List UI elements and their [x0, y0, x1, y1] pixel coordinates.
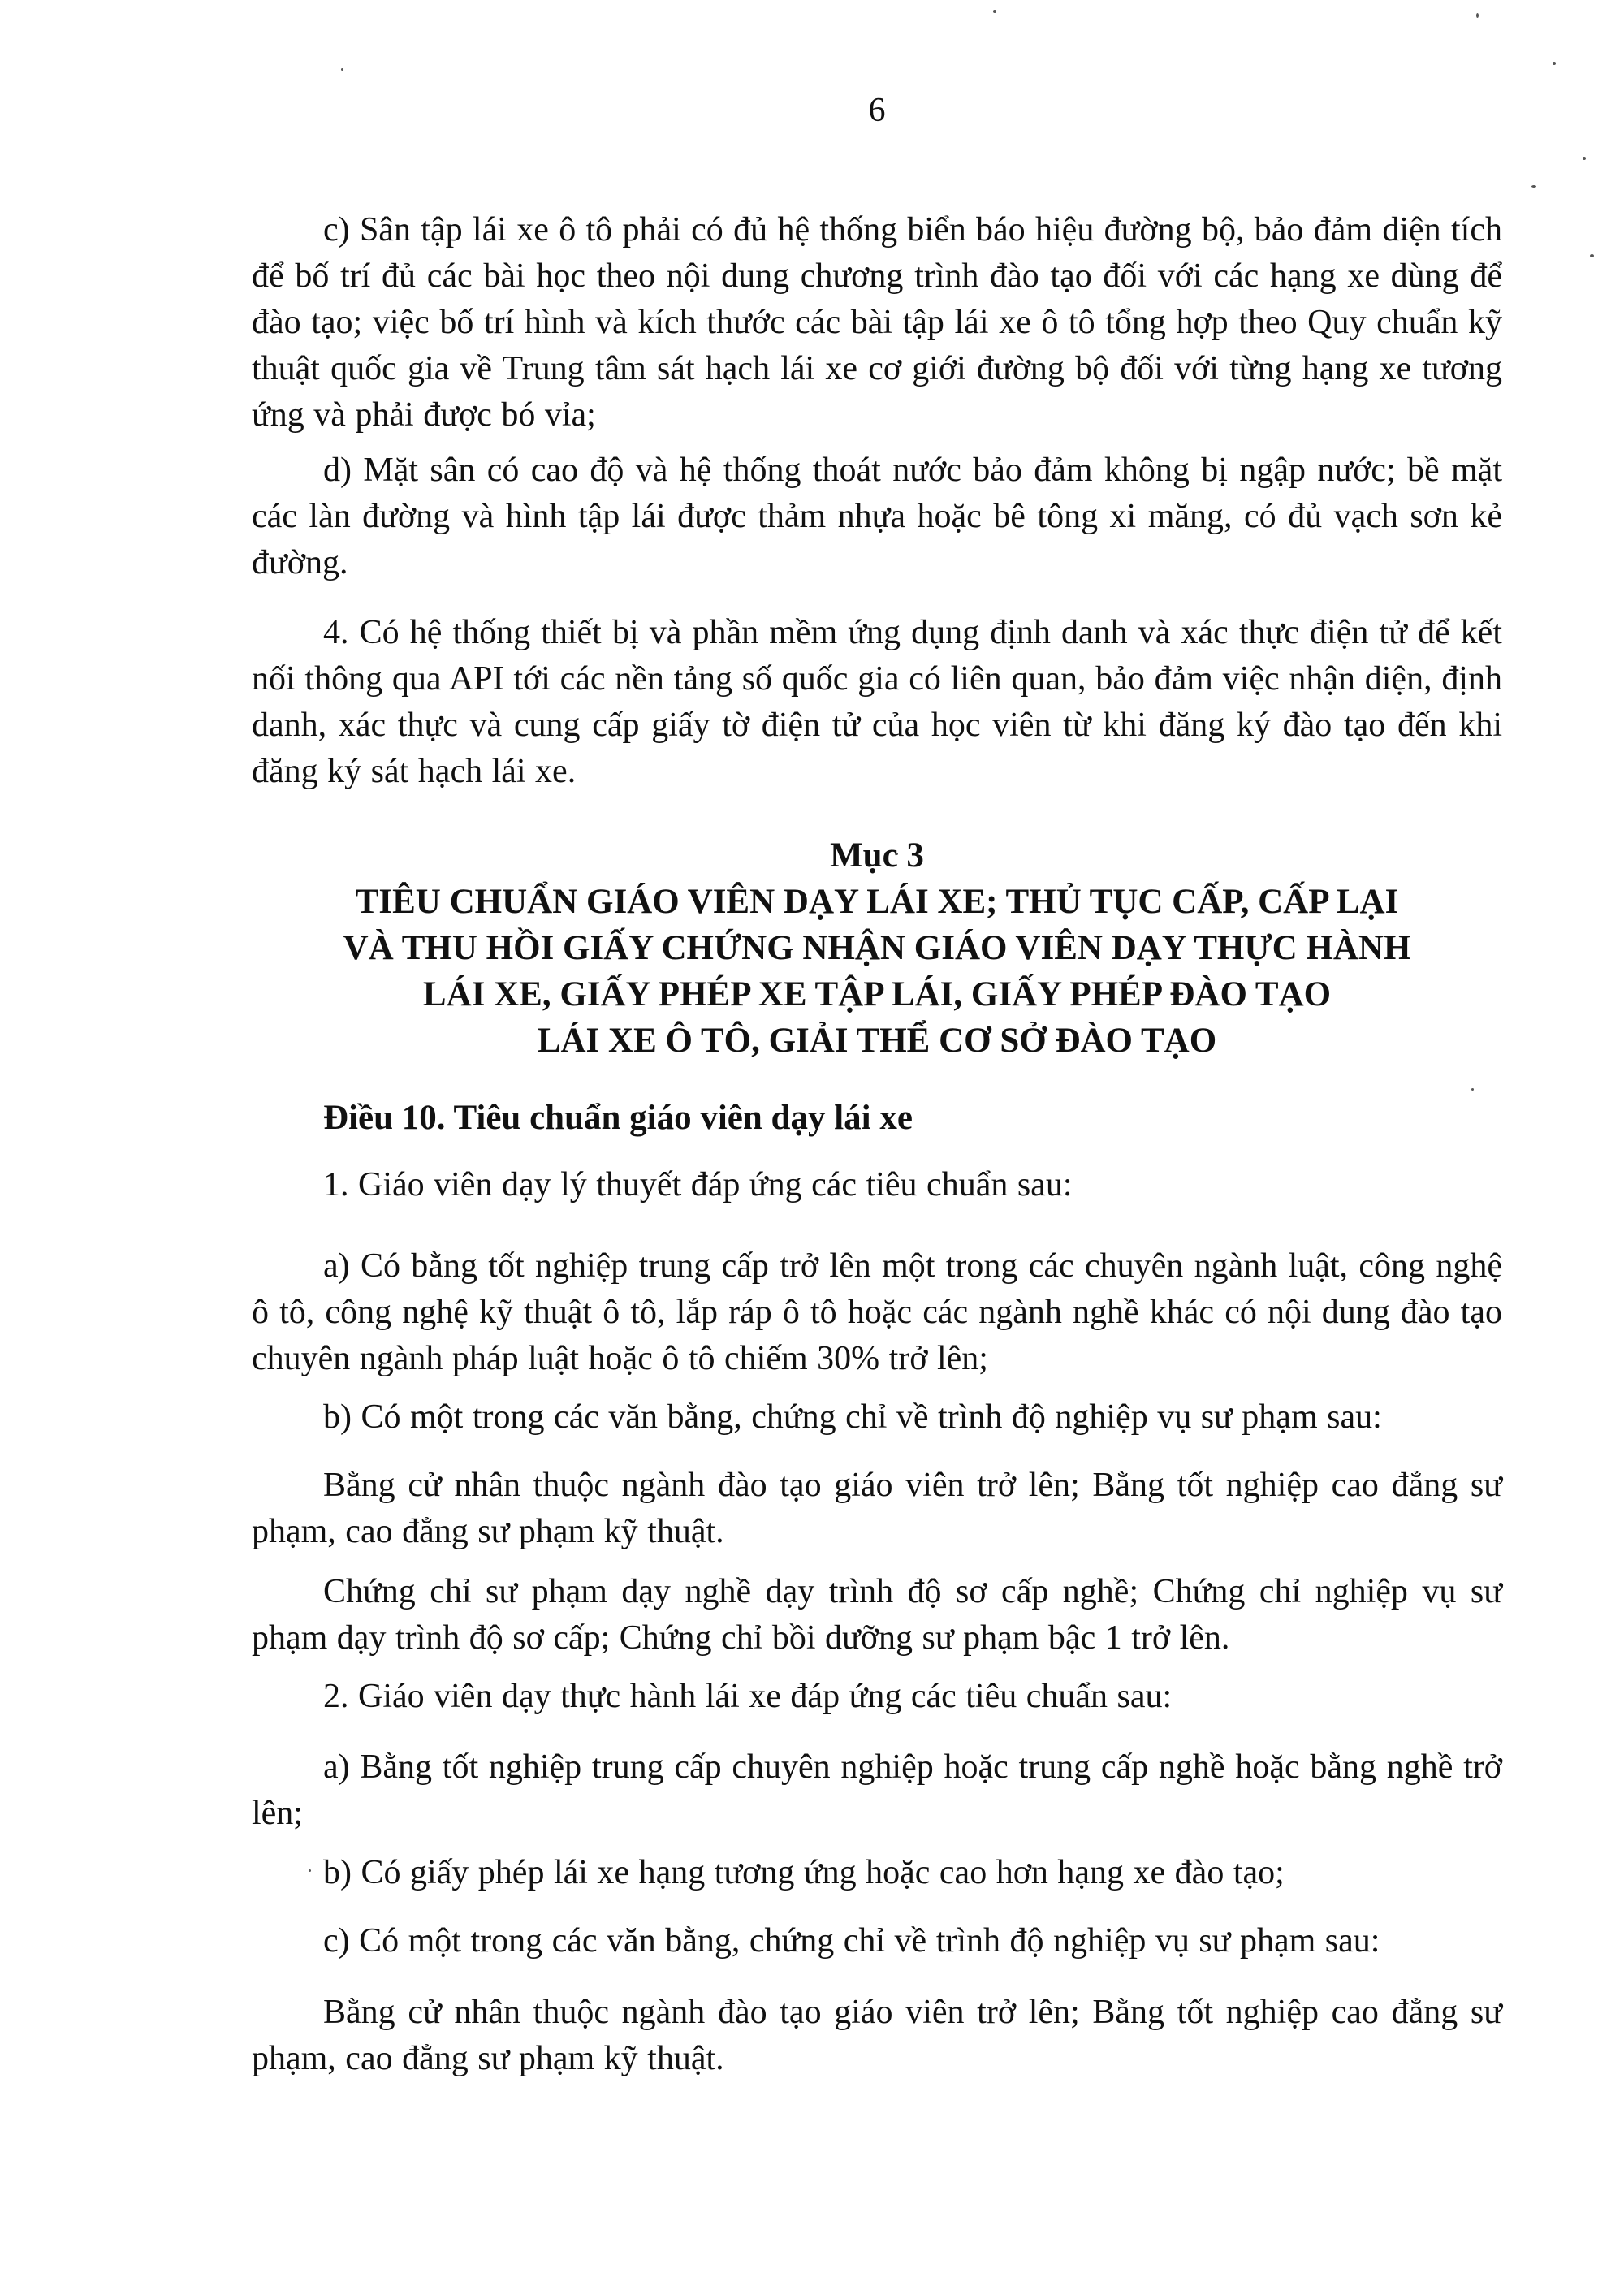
- article-paragraph: [252, 1744, 1502, 1837]
- scan-speck: [1590, 254, 1594, 257]
- scan-speck: [1476, 13, 1479, 18]
- paragraph-4: [252, 610, 1502, 795]
- scan-speck: [1553, 62, 1556, 65]
- scan-speck: [341, 68, 343, 71]
- paragraph-text: a) Có bằng tốt nghiệp trung cấp trở lên một trong các chuyên ngành luật, công nghệ ô tô, công nghệ kỹ thuật ô tô, lắp ráp ô tô hoặc các ngành nghề khác có nội dung đào tạo chuyên ngành pháp luật hoặc ô tô chiếm 30% trở lên;: [252, 1247, 1502, 1377]
- paragraph-text: c) Có một trong các văn bằng, chứng chỉ về trình độ nghiệp vụ sư phạm sau:: [323, 1922, 1380, 1960]
- scan-speck: [993, 10, 996, 13]
- article-paragraph: [252, 1918, 1502, 1964]
- section-heading: [252, 832, 1502, 1064]
- paragraph-text: d) Mặt sân có cao độ và hệ thống thoát nước bảo đảm không bị ngập nước; bề mặt các làn đường và hình tập lái được thảm nhựa hoặc bê tông xi măng, có đủ vạch sơn kẻ đường.: [252, 452, 1502, 581]
- article-paragraph: [252, 1990, 1502, 2082]
- paragraph-text: b) Có giấy phép lái xe hạng tương ứng hoặc cao hơn hạng xe đào tạo;: [323, 1854, 1285, 1891]
- scan-speck: [1531, 185, 1536, 188]
- article-paragraph: [252, 1569, 1502, 1662]
- scan-speck: [1583, 157, 1586, 160]
- article-paragraph: [252, 1463, 1502, 1555]
- paragraph-text: c) Sân tập lái xe ô tô phải có đủ hệ thống biển báo hiệu đường bộ, bảo đảm diện tích để bố trí đủ các bài học theo nội dung chương trình đào tạo đối với các hạng xe dùng để đào tạo; việc bố trí hình và kích thước các bài tập lái xe ô tô tổng hợp theo Quy chuẩn kỹ thuật quốc gia về Trung tâm sát hạch lái xe cơ giới đường bộ đối với từng hạng xe tương ứng và phải được bó vỉa;: [252, 211, 1502, 434]
- section-label: Mục 3: [830, 836, 924, 875]
- paragraph-text: Bằng cử nhân thuộc ngành đào tạo giáo viên trở lên; Bằng tốt nghiệp cao đẳng sư phạm, cao đẳng sư phạm kỹ thuật.: [252, 1994, 1502, 2077]
- paragraph-text: 1. Giáo viên dạy lý thuyết đáp ứng các tiêu chuẩn sau:: [323, 1166, 1073, 1203]
- section-title-line: TIÊU CHUẨN GIÁO VIÊN DẠY LÁI XE; THỦ TỤC CẤP, CẤP LẠI: [355, 883, 1399, 921]
- article-paragraph: [252, 1674, 1502, 1720]
- section-title-line: LÁI XE, GIẤY PHÉP XE TẬP LÁI, GIẤY PHÉP ĐÀO TẠO: [422, 975, 1332, 1013]
- paragraph-3c: [252, 207, 1502, 439]
- article-paragraph: [252, 1394, 1502, 1441]
- article-title: Điều 10. Tiêu chuẩn giáo viên dạy lái xe: [323, 1099, 913, 1137]
- paragraph-text: Bằng cử nhân thuộc ngành đào tạo giáo viên trở lên; Bằng tốt nghiệp cao đẳng sư phạm, cao đẳng sư phạm kỹ thuật.: [252, 1467, 1502, 1550]
- scan-speck: [1471, 1088, 1474, 1091]
- paragraph-text: Chứng chỉ sư phạm dạy nghề dạy trình độ sơ cấp nghề; Chứng chỉ nghiệp vụ sư phạm dạy trình độ sơ cấp; Chứng chỉ bồi dưỡng sư phạm bậc 1 trở lên.: [252, 1573, 1502, 1657]
- paragraph-text: b) Có một trong các văn bằng, chứng chỉ về trình độ nghiệp vụ sư phạm sau:: [323, 1398, 1382, 1436]
- article-paragraph: [252, 1850, 1502, 1896]
- paragraph-text: 2. Giáo viên dạy thực hành lái xe đáp ứng các tiêu chuẩn sau:: [323, 1678, 1173, 1715]
- article-paragraph: [252, 1243, 1502, 1382]
- article-paragraph: [252, 1162, 1502, 1208]
- paragraph-3d: [252, 447, 1502, 586]
- page-number: 6: [868, 92, 886, 129]
- paragraph-text: a) Bằng tốt nghiệp trung cấp chuyên nghiệp hoặc trung cấp nghề hoặc bằng nghề trở lên;: [252, 1748, 1502, 1832]
- section-title-line: VÀ THU HỒI GIẤY CHỨNG NHẬN GIÁO VIÊN DẠY THỰC HÀNH: [343, 929, 1411, 967]
- section-title-line: LÁI XE Ô TÔ, GIẢI THỂ CƠ SỞ ĐÀO TẠO: [537, 1022, 1217, 1060]
- paragraph-text: 4. Có hệ thống thiết bị và phần mềm ứng dụng định danh và xác thực điện tử để kết nối thông qua API tới các nền tảng số quốc gia có liên quan, bảo đảm việc nhận diện, định danh, xác thực và cung cấp giấy tờ điện tử của học viên từ khi đăng ký đào tạo đến khi đăng ký sát hạch lái xe.: [252, 614, 1502, 790]
